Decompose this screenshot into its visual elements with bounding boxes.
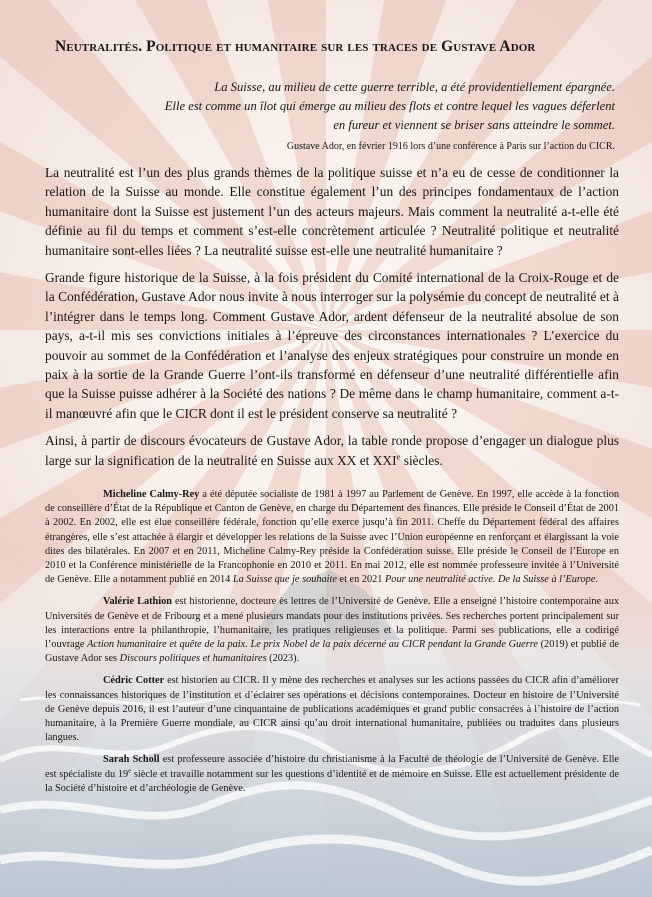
bio-text: et en 2021 — [336, 574, 386, 586]
bio-superscript: e — [128, 767, 132, 775]
epigraph-quote — [95, 78, 615, 135]
bio-text: est historien au CICR. Il y mène des recherches et analyses sur les actions passées du CICR afin d’améliorer les connaissances historiques de l’institution et d’éclairer ses opérations et décisions contemporaines. Docteur en histoire de l’Université de Genève depuis 2016, il est l’auteur d’une cinquantaine de publications académiques et grand public consacrées à l’histoire de l’action humanitaire, à la Première Guerre mondiale, au CICR ainsi qu’au droit international humanitaire, publiées ou traduites dans plusieurs langues. — [45, 675, 619, 744]
book-title: La Suisse que je souhaite — [232, 574, 337, 586]
speaker-bios — [45, 488, 619, 804]
book-title: Action humanitaire et quête de la paix. Le prix Nobel de la paix décerné au CICR pendant la Grande Guerre — [87, 639, 538, 651]
bio-text: . — [595, 574, 598, 586]
body-paragraph: La neutralité est l’un des plus grands thèmes de la politique suisse et n’a eu de cesse de conditionner la relation de la Suisse au monde. Elle constitue également l’un des principes fondamentaux de l’action humanitaire dont la Suisse est justement l’un des acteurs majeurs. Mais comment la neutralité a-t-elle été définie au fil du temps et comment s’est-elle concrètement articulée ? Neutralité politique et neutralité humanitaire sont-elles liées ? La neutralité suisse est-elle une neutralité humanitaire ? — [45, 165, 619, 258]
bio-text: est historienne, docteure ès lettres de l’Université de Genève. Elle a enseigné l’histoire contemporaine aux Universités de Genève et de Fribourg et a mené plusieurs mandats pour des institutions privées. Ses recherches portent principalement sur les interactions entre la philanthropie, l’humanitaire, les pratiques religieuses et la politique. Parmi ses publications, elle a codirigé l’ouvrage — [45, 596, 619, 651]
epigraph-line: Elle est comme un îlot qui émerge au milieu des flots et contre lequel les vagues déferlent — [164, 99, 615, 113]
body-paragraph: Grande figure historique de la Suisse, à la fois président du Comité international de la Croix-Rouge et de la Confédération, Gustave Ador nous invite à nous interroger sur la polysémie du concept de neutralité et à l’intégrer dans le temps long. Comment Gustave Ador, ardent défenseur de la neutralité absolue de son pays, a-t-il mis ses convictions initiales à l’épreuve des circonstances internationales ? L’exercice du pouvoir au sommet de la Confédération et l’analyse des enjeux stratégiques pour construire un monde en paix à la sortie de la Grande Guerre l’ont-ils transformé en défenseur d’une neutralité différentielle afin que la Suisse puisse adhérer à la Société des nations ? De même dans le champ humanitaire, comment a-t-il manœuvré afin que le CICR dont il est le président conserve sa neutralité ? — [45, 270, 619, 421]
epigraph-line: La Suisse, au milieu de cette guerre terrible, a été providentiellement épargnée. — [214, 80, 615, 94]
closing-end: siècles. — [400, 452, 443, 468]
epigraph-attribution: Gustave Ador, en février 1916 lors d’une conférence à Paris sur l’action du CICR. — [286, 141, 615, 152]
bio-text: (2023). — [266, 653, 300, 665]
closing-text: Ainsi, à partir de discours évocateurs de Gustave Ador, la table ronde propose d’engager un dialogue plus large sur la signification de la neutralité en Suisse aux XX et XXI — [45, 433, 619, 468]
closing-paragraph — [45, 431, 619, 470]
book-title: Discours politiques et humanitaires — [119, 653, 267, 665]
bio-lathion — [45, 595, 619, 666]
bio-text: (2019) et publié de Gustave Ador ses — [45, 639, 619, 665]
page-title: Neutralités. Politique et humanitaire sur les traces de Gustave Ador — [55, 38, 536, 55]
bio-cotter — [45, 674, 619, 745]
bio-text: a été députée socialiste de 1981 à 1997 au Parlement de Genève. En 1997, elle accède à la fonction de conseillère d’État de la République et Canton de Genève, en charge du Département des finances. Elle préside le Conseil d’État de 2001 à 2002. En 2002, elle est élue conseillère fédérale, fonction qu’elle exerce jusqu’à fin 2011. Cheffe du Département fédéral des affaires étrangères, elle s’est attachée à élargir et développer les relations de la Suisse avec l’Union européenne en renforçant et élargissant la voie dites des bilatérales. En 2007 et en 2011, Micheline Calmy-Rey préside la Confédération suisse. Elle préside le Conseil de l’Europe en 2010 et la Conférence ministérielle de la Francophonie en 2010 et 2011. En mai 2012, elle est nommée professeure invitée à l’Université de Genève. Elle a notamment publié en 2014 — [45, 489, 619, 586]
speaker-name: Cédric Cotter — [103, 675, 165, 687]
introduction — [45, 163, 619, 478]
bio-calmy-rey — [45, 488, 619, 587]
book-title: Pour une neutralité active. De la Suisse à l’Europe — [385, 574, 596, 586]
speaker-name: Sarah Scholl — [103, 754, 160, 766]
speaker-name: Valérie Lathion — [103, 596, 172, 608]
bio-text: est professeure associée d’histoire du christianisme à la Faculté de théologie de l’Université de Genève. Elle est spécialiste du 19 — [45, 754, 619, 780]
bio-scholl — [45, 753, 619, 796]
epigraph-line: en fureur et viennent se briser sans atteindre le sommet. — [333, 118, 615, 132]
speaker-name: Micheline Calmy-Rey — [103, 489, 200, 500]
bio-text: siècle et travaille notamment sur les questions d’identité et de mémoire en Suisse. Elle est actuellement présidente de la Société d’histoire et d’archéologie de Genève. — [45, 768, 619, 794]
closing-superscript: e — [396, 451, 401, 462]
